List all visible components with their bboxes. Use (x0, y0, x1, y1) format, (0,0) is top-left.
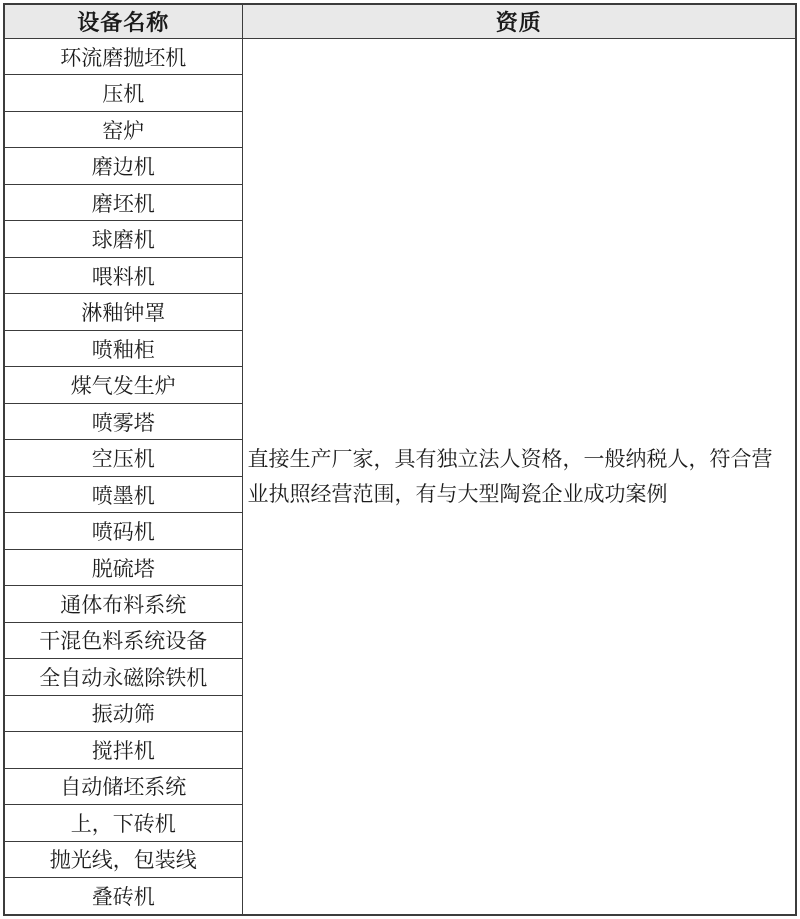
equipment-name-cell: 全自动永磁除铁机 (4, 659, 242, 695)
equipment-name-cell: 窑炉 (4, 111, 242, 147)
equipment-name-cell: 煤气发生炉 (4, 367, 242, 403)
table-row (4, 39, 796, 75)
equipment-name-cell: 喷雾塔 (4, 403, 242, 439)
equipment-name-cell: 自动储坯系统 (4, 768, 242, 804)
equipment-name-cell: 搅拌机 (4, 732, 242, 768)
equipment-name-cell: 上，下砖机 (4, 805, 242, 841)
equipment-name-cell: 喷码机 (4, 513, 242, 549)
equipment-name-cell: 振动筛 (4, 695, 242, 731)
equipment-name-cell: 压机 (4, 75, 242, 111)
column-header-equipment-name: 设备名称 (4, 4, 242, 39)
equipment-name-cell: 磨边机 (4, 148, 242, 184)
equipment-name-cell: 球磨机 (4, 221, 242, 257)
equipment-name-cell: 脱硫塔 (4, 549, 242, 585)
equipment-name-cell: 环流磨抛坯机 (4, 39, 242, 75)
qualification-cell: 直接生产厂家，具有独立法人资格，一般纳税人，符合营业执照经营范围，有与大型陶瓷企业成功案例 (242, 39, 796, 916)
equipment-name-cell: 叠砖机 (4, 878, 242, 915)
equipment-name-cell: 通体布料系统 (4, 586, 242, 622)
equipment-table-body (4, 39, 796, 916)
equipment-name-cell: 干混色料系统设备 (4, 622, 242, 658)
equipment-name-cell: 淋釉钟罩 (4, 294, 242, 330)
equipment-name-cell: 喂料机 (4, 257, 242, 293)
equipment-name-cell: 喷釉柜 (4, 330, 242, 366)
column-header-qualification: 资质 (242, 4, 796, 39)
equipment-name-cell: 抛光线，包装线 (4, 841, 242, 877)
equipment-name-cell: 喷墨机 (4, 476, 242, 512)
equipment-table (3, 3, 797, 916)
equipment-name-cell: 磨坯机 (4, 184, 242, 220)
table-header-row (4, 4, 796, 39)
equipment-name-cell: 空压机 (4, 440, 242, 476)
